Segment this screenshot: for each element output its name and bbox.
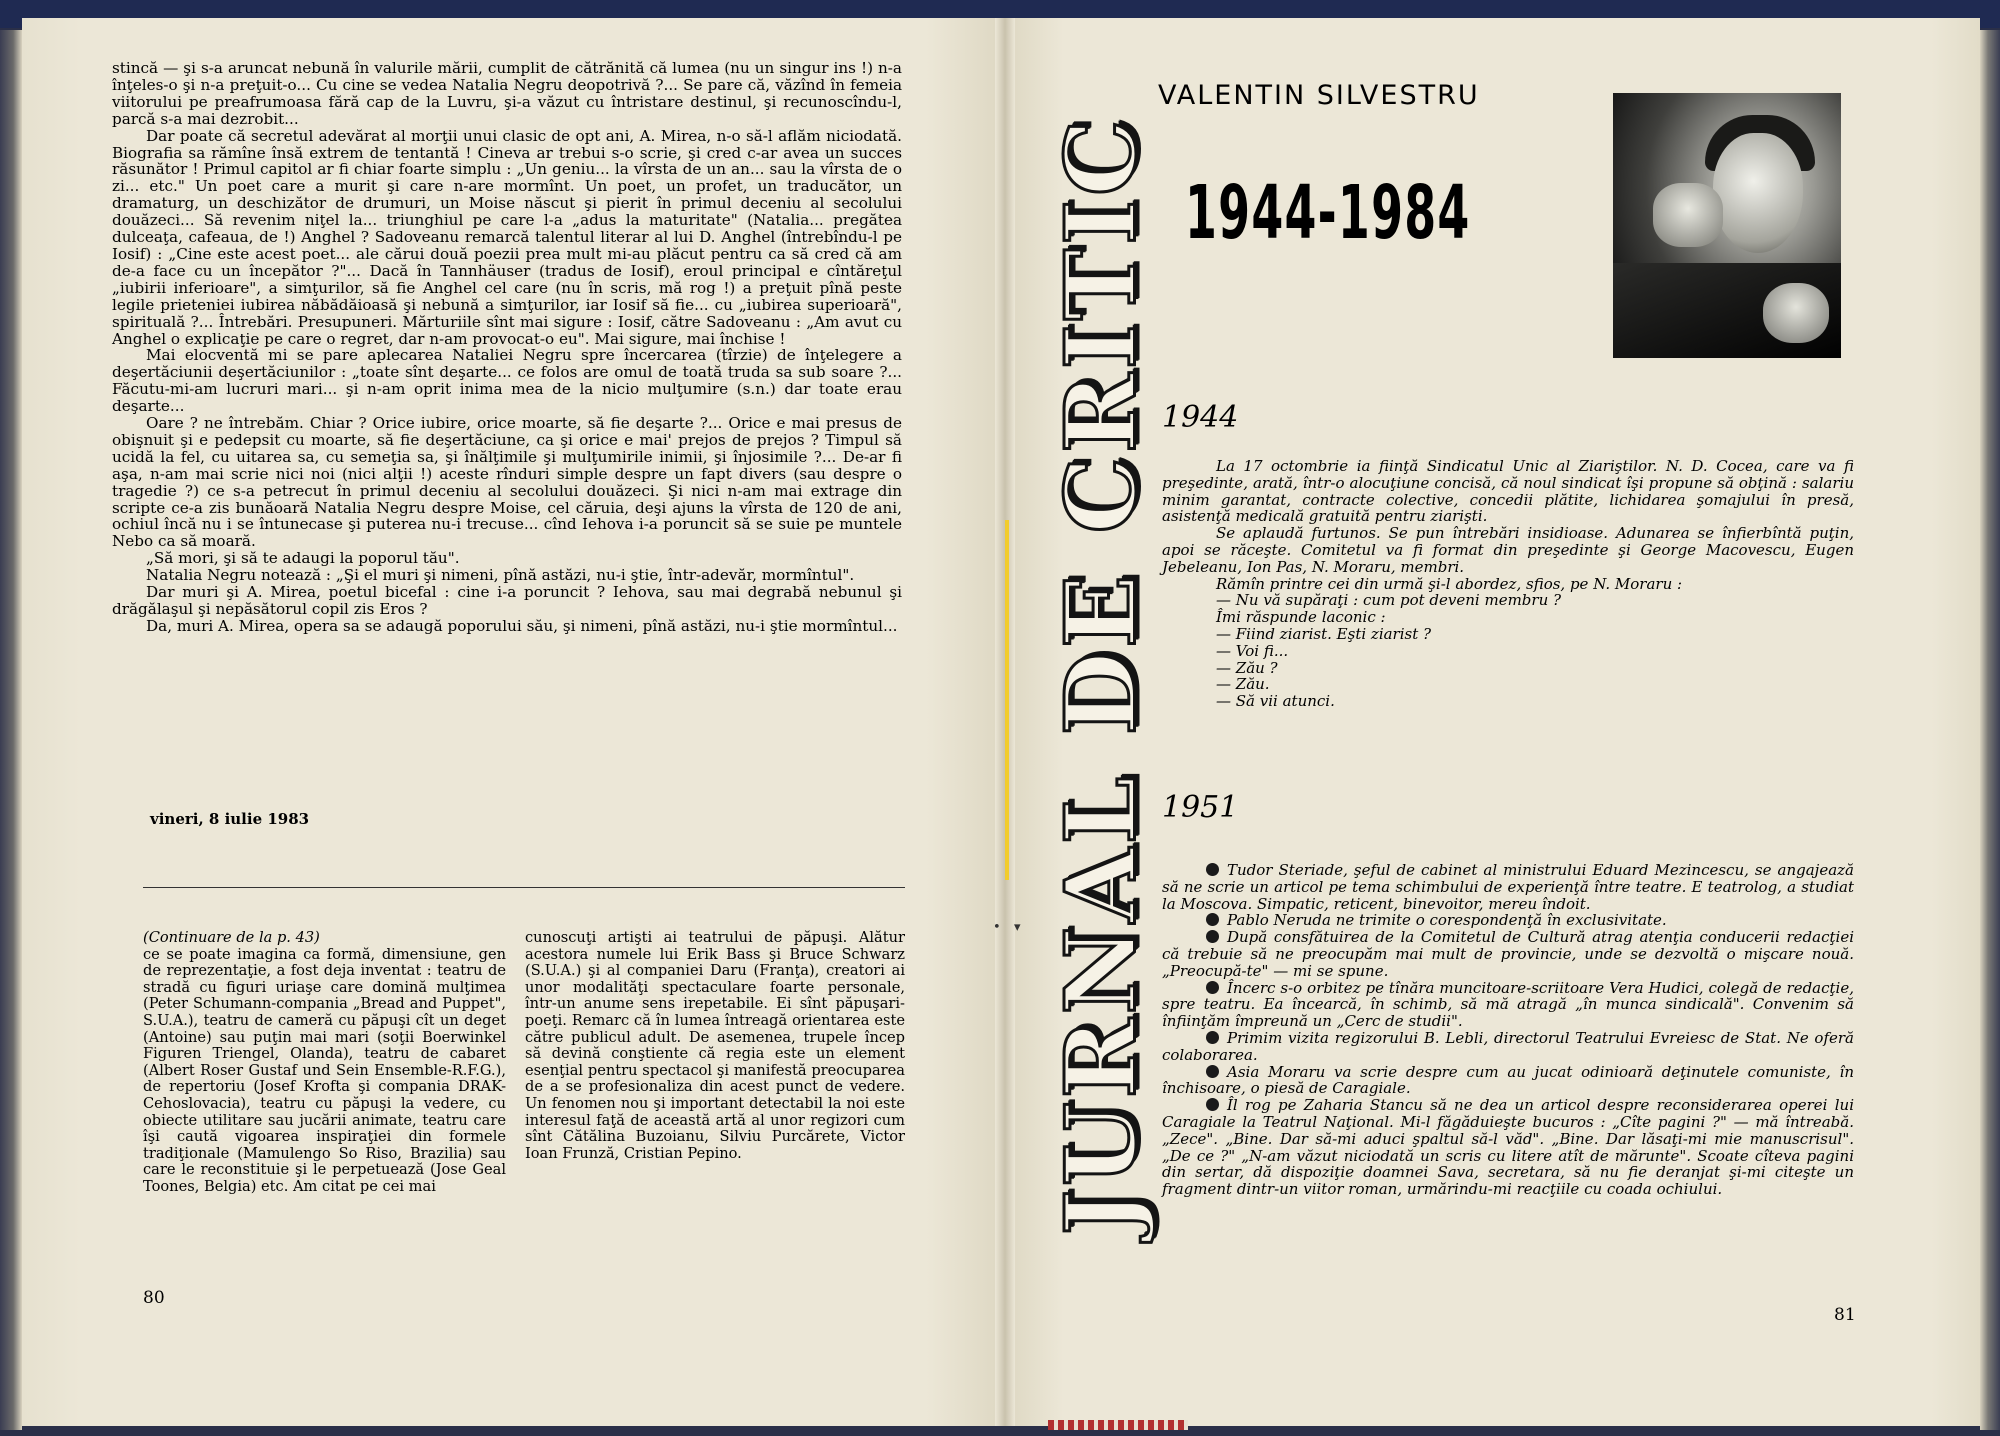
- bullet-icon: [1206, 913, 1219, 926]
- paragraph: Dar poate că secretul adevărat al morţii unui clasic de opt ani, A. Mirea, n-o să-l aflăm niciodată. Biografia sa rămîne însă extrem de tentantă ! Cineva ar trebui s-o scrie, şi cred c-ar avea un succes răsunător ! Primul capitol ar fi chiar foarte simplu : „Un geniu... la vîrsta de un an... sau la vîrsta de o zi... etc." Un poet care a murit şi care n-are mormînt. Un poet, un profet, un traducător, un dramaturg, un deschizător de drumuri, un Moise născut şi pierit în primul deceniu al secolului douăzeci... Să revenim niţel la... triunghiul pe care l-a „adus la maturitate" (Natalia... pregătea dulceaţa, cafeaua, de !) Anghel ? Sadoveanu remarcă talentul literar al lui D. Anghel (întrebîndu-l pe Iosif) : „Cine este acest poet... ale cărui două poezii prea mult mi-au plăcut pentru ca să cred că am de-a face cu un începător ?"... Dacă în Tannhäuser (tradus de Iosif), eroul principal e cîntăreţul „iubirii inferioare", a simţurilor, să fie Anghel cel care (nu în scris, mă rog !) a preţuit pînă peste legile prieteniei iubirea năbădăioasă şi nebună a simţurilor, iar Iosif să fie... cu „iubirea superioară", spirituală ?... Întrebări. Presupuneri. Mărturiile sînt mai sigure : Iosif, către Sadoveanu : „Am avut cu Anghel o explicaţie pe care o regret, dar n-am provocat-o eu". Mai sigure, mai închise !: [112, 126, 902, 348]
- continuation-column-2: [525, 930, 905, 1162]
- bullet-icon: [1206, 1098, 1219, 1111]
- dialogue-line: — Zău.: [1216, 675, 1270, 694]
- list-item: Pablo Neruda ne trimite o corespondenţă în exclusivitate.: [1162, 912, 1854, 929]
- continuation-note: (Continuare de la p. 43): [143, 929, 320, 946]
- paragraph: cunoscuţi artişti ai teatrului de păpuşi. Alătur acestora numele lui Erik Bass şi Bruce Schwarz (S.U.A.) şi al companiei Daru (Franţa), creatori ai unor modalităţi spectaculare foarte personale, într-un anume sens irepetabile. Ei sînt păpuşari-poeţi. Remarc că în lumea întreagă orientarea este către publicul adult. De asemenea, trupele încep să devină conştiente că regia este un element esenţial pentru spectacol şi manifestă preocuparea de a se profesionaliza din acest punct de vedere. Un fenomen nou şi important detectabil la noi este interesul faţă de această artă al unor regizori cum sînt Cătălina Buzoianu, Silviu Purcărete, Victor Ioan Frunză, Cristian Pepino.: [525, 929, 905, 1162]
- list-item: Încerc s-o orbitez pe tînăra muncitoare-scriitoare Vera Hudici, colegă de redacţie, spre teatru. Ea încearcă, în schimb, să mă atragă „în munca sindicală". Convenim să înfiinţăm împreună un „Cerc de studii".: [1162, 978, 1854, 1031]
- dialogue-line: — Voi fi...: [1216, 641, 1289, 660]
- book-edge-right: [1980, 30, 2000, 1430]
- vertical-title-text: JURNAL DE CRITIC: [1044, 115, 1158, 1235]
- author-photo: [1613, 93, 1841, 358]
- section-heading-1944: 1944: [1162, 400, 1239, 435]
- left-main-text: [112, 60, 902, 635]
- bullet-icon: [1206, 1031, 1219, 1044]
- list-item: Îl rog pe Zaharia Stancu să ne dea un articol despre reconsiderarea operei lui Caragiale la Teatrul Naţional. Mi-l făgăduieşte bucuros : „Cîte pagini ?" — mă întreabă. „Zece". „Bine. Dar să-mi aduci şpaltul să-l văd". „Bine. Dar lăsaţi-mi mie manuscrisul". „De ce ?" „N-am văzut niciodată un scris cu litere atît de mărunte". Scoate cîteva pagini din sertar, dă dispoziţie doamnei Sava, secretara, să nu fie deranjat şi-mi citeşte un fragment dintr-un viitor roman, urmărindu-mi reacţiile cu coada ochiului.: [1162, 1096, 1854, 1199]
- paragraph: „Să mori, şi să te adaugi la poporul tău".: [146, 549, 460, 568]
- vertical-title-banner: [1044, 60, 1158, 1290]
- margin-mark-icon: ▾: [1014, 920, 1021, 935]
- list-item: Primim vizita regizorului B. Lebli, directorul Teatrului Evreiesc de Stat. Ne oferă colaborarea.: [1162, 1028, 1854, 1064]
- bullet-icon: [1206, 930, 1219, 943]
- page-number-right: 81: [1834, 1305, 1856, 1325]
- section-1944-text: [1162, 458, 1854, 710]
- dialogue-line: Îmi răspunde laconic :: [1216, 608, 1386, 627]
- continuation-column-1: [143, 930, 506, 1196]
- bullet-icon: [1206, 1065, 1219, 1078]
- entry-date: vineri, 8 iulie 1983: [150, 810, 310, 828]
- paragraph: Natalia Negru notează : „Şi el muri şi nimeni, pînă astăzi, nu-i ştie, într-adevăr, mormîntul".: [146, 566, 855, 585]
- list-item: Asia Moraru va scrie despre cum au jucat odinioară deţinutele comuniste, în închisoare, o piesă de Caragiale.: [1162, 1062, 1854, 1098]
- year-range-title: 1944-1984: [1185, 170, 1471, 256]
- bullet-icon: [1206, 863, 1219, 876]
- paragraph: Da, muri A. Mirea, opera sa se adaugă poporului său, şi nimeni, pînă astăzi, nu-i ştie mormîntul...: [146, 616, 898, 635]
- list-item: Tudor Steriade, şeful de cabinet al ministrului Eduard Mezincescu, se angajează să ne scrie un articol pe tema schimbului de experienţă între teatre. E teatrolog, a studiat la Moscova. Simpatic, reticent, binevoitor, mereu îndoit.: [1162, 861, 1854, 913]
- paragraph: stincă — şi s-a aruncat nebună în valurile mării, cumplit de cătrănită că lumea (nu un singur ins !) n-a înţeles-o şi n-a preţuit-o... Cu cine se vedea Natalia Negru deopotrivă ?... Se pare că, văzînd în femeia viitorului pe preafrumoasa fără cap de la Luvru, şi-a văzut cu întristare destinul, şi recunoscîndu-l, parcă s-a mai dezrobit...: [112, 59, 902, 128]
- paragraph: Rămîn printre cei din urmă şi-l abordez, sfios, pe N. Moraru :: [1216, 574, 1683, 593]
- dialogue-line: — Nu vă supăraţi : cum pot deveni membru ?: [1216, 591, 1562, 610]
- book-edge-left: [0, 30, 22, 1430]
- paragraph: Dar muri şi A. Mirea, poetul bicefal : cine i-a poruncit ? Iehova, sau mai degrabă nebunul şi drăgălaşul şi nepăsătorul copil zis Eros ?: [112, 583, 902, 618]
- margin-mark-icon: •: [993, 920, 1001, 935]
- list-item: După consfătuirea de la Comitetul de Cultură atrag atenţia conducerii redacţiei că trebuie să ne preocupăm mai mult de provincie, unde se dezvoltă o mişcare nouă. „Preocupă-te" — mi se spune.: [1162, 928, 1854, 980]
- paragraph: La 17 octombrie ia fiinţă Sindicatul Unic al Ziariştilor. N. D. Cocea, care va fi preşedinte, arată, într-o alocuţiune concisă, că noul sindicat îşi propune să obţină : salariu minim garantat, contracte colective, concedii plătite, lichidarea şomajului în presă, asistenţă medicală gratuită pentru ziarişti.: [1162, 457, 1854, 526]
- section-divider: [143, 887, 905, 888]
- dialogue-line: — Să vii atunci.: [1216, 692, 1335, 711]
- bookmark-highlight: [1005, 520, 1009, 880]
- author-name: VALENTIN SILVESTRU: [1158, 80, 1480, 111]
- dialogue-line: — Zău ?: [1216, 658, 1278, 677]
- paragraph: Oare ? ne întrebăm. Chiar ? Orice iubire, orice moarte, să fie deşarte ?... Orice e mai presus de obişnuit şi e pedepsit cu moarte, să fie deşertăciune, ca şi orice e mai' prejos de prejos ? Timpul să ucidă la fel, cu uitarea sa, cu semeţia sa, şi înălţimile şi mulţumirile inimii, şi înjosimile ?... De-ar fi aşa, n-am mai scrie nici noi (nici alţii !) aceste rînduri simple despre un fapt divers (sau despre o tragedie ?) ce s-a petrecut în primul deceniu al secolului douăzeci. Şi nici n-am mai extrage din scripte ce-a zis bunăoară Natalia Negru despre Moise, cel căruia, deşi ajuns la vîrsta de 120 de ani, ochiul încă nu i se întunecase şi puterea nu-i trecuse... cînd Iehova i-a poruncit să se suie pe muntele Nebo ca să moară.: [112, 414, 902, 551]
- section-1951-text: [1162, 862, 1854, 1198]
- dialogue-line: — Fiind ziarist. Eşti ziarist ?: [1216, 624, 1432, 643]
- section-heading-1951: 1951: [1162, 790, 1239, 825]
- paragraph: Se aplaudă furtunos. Se pun întrebări insidioase. Adunarea se înfierbîntă puţin, apoi se răceşte. Comitetul va fi format din preşedinte şi George Macovescu, Eugen Jebeleanu, Ion Pas, N. Moraru, membri.: [1162, 524, 1854, 576]
- binding-thread: [1048, 1420, 1188, 1430]
- paragraph: ce se poate imagina ca formă, dimensiune, gen de reprezentaţie, a fost deja inventat : teatru de stradă cu figuri uriaşe care domină mulţimea (Peter Schumann-compania „Bread and Puppet", S.U.A.), teatru de cameră cu păpuşi cît un deget (Antoine) sau puţin mai mari (soţii Boerwinkel Figuren Triengel, Olanda), teatru de cabaret (Albert Roser Gustaf und Sein Ensemble-R.F.G.), de repertoriu (Josef Krofta şi compania DRAK-Cehoslovacia), teatru cu păpuşi la vedere, cu obiecte utilitare sau jucării animate, teatru care îşi caută vigoarea inspiraţiei din formele tradiţionale (Mamulengo So Riso, Brazilia) sau care le reconstituie şi le perpetuează (Jose Geal Toones, Belgia) etc. Am citat pe cei mai: [143, 945, 506, 1195]
- paragraph: Mai elocventă mi se pare aplecarea Nataliei Negru spre încercarea (tîrzie) de înţelegere a deşertăciunii deşertăciunilor : „toate sînt deşarte... ce folos are omul de toată truda sa sub soare ?... Făcutu-mi-am lucruri mari... şi n-am oprit inima mea de la nicio mulţumire (s.n.) dar toate erau deşarte...: [112, 346, 902, 416]
- page-number-left: 80: [143, 1288, 165, 1308]
- bullet-icon: [1206, 981, 1219, 994]
